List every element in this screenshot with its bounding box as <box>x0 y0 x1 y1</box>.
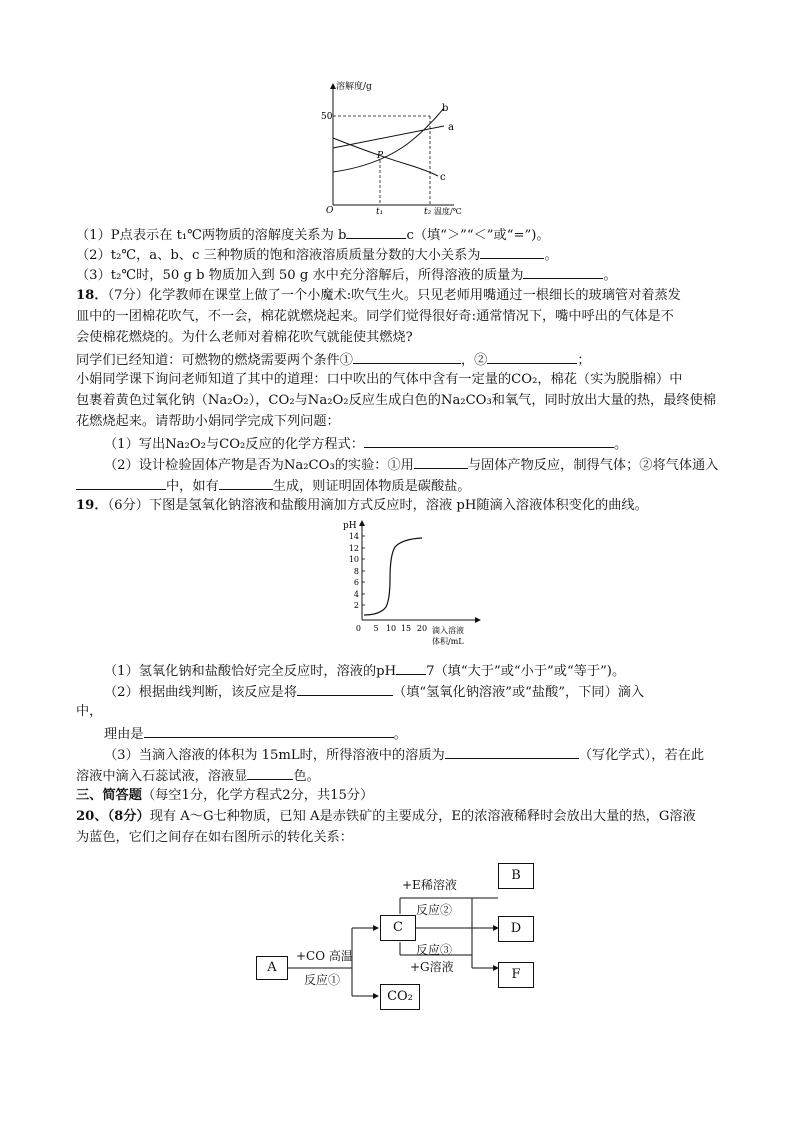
curve-b <box>333 108 444 172</box>
label-a: a <box>448 122 454 133</box>
q18-line-5: 小娟同学课下询问老师知道了其中的道理：口中吹出的气体中含有一定量的CO₂，棉花（实为脱脂棉）中 <box>76 372 683 387</box>
x-tick-10: 10 <box>385 624 397 633</box>
q17-blank-2[interactable] <box>480 246 544 259</box>
q18-heading: 18．（7分）化学教师在课堂上做了一个小魔术:吹气生火。只见老师用嘴通过一根细长的玻璃管对着蒸发 <box>76 288 681 303</box>
y-tick-8: 8 <box>353 567 359 576</box>
q17-line-1: （1）P点表示在 t₁℃两物质的溶解度关系为 b c（填“＞”“＜”或“=”)。 <box>76 228 550 243</box>
q18-line-3: 会使棉花燃烧的。为什么老师对着棉花吹气就能使其燃烧? <box>76 330 413 345</box>
q19-blank-color[interactable] <box>247 767 293 780</box>
y-tick-12: 12 <box>348 544 359 553</box>
tick-50: 50 <box>321 112 333 122</box>
x-tick-0: 0 <box>355 624 361 633</box>
ph-x-label-1: 滴入溶液 <box>432 626 464 635</box>
y-tick-10: 10 <box>348 555 359 564</box>
label-b: b <box>442 103 449 114</box>
reaction-diagram <box>250 858 550 1023</box>
q18-blank-solution[interactable] <box>76 477 166 490</box>
box-b: B <box>498 863 534 889</box>
ph-x-label-2: 体积/mL <box>432 637 464 646</box>
cond3-bottom: +G溶液 <box>410 960 454 974</box>
q18-blank-cond1[interactable] <box>353 351 461 364</box>
y-tick-2: 2 <box>353 601 359 610</box>
box-co2: CO₂ <box>380 984 420 1010</box>
q17-line-2: （2）t₂℃，a、b、c 三种物质的饱和溶液溶质质量分数的大小关系为 。 <box>76 248 558 263</box>
y-tick-14: 14 <box>348 532 359 541</box>
q20-heading: 20、（8分）现有 A～G七种物质，已知 A是赤铁矿的主要成分，E的浓溶液稀释时会放出大量的热，G溶液 <box>76 809 696 824</box>
box-f: F <box>498 962 534 988</box>
ph-y-ticks <box>349 532 361 633</box>
cond2-bottom: 反应② <box>416 903 453 917</box>
q19-part-1: （1）氢氧化钠和盐酸恰好完全反应时，溶液的pH 7（填“大于”或“小于”或“等于”)。 <box>104 664 626 679</box>
q18-part-2: （2）设计检验固体产物是否为Na₂CO₃的实验：①用 与固体产物反应，制得气体；②将气体通入 <box>104 458 719 473</box>
y-tick-6: 6 <box>353 578 359 587</box>
label-t1: t₁ <box>376 207 384 217</box>
q18-line-6: 包裹着黄色过氧化钠（Na₂O₂），CO₂与Na₂O₂反应生成白色的Na₂CO₃和氧气，同时放出大量的热，最终使棉 <box>76 393 716 408</box>
q19-blank-solute[interactable] <box>445 746 579 759</box>
cond1-top: +CO 高温 <box>296 949 353 963</box>
y-axis-label: 溶解度/g <box>336 82 372 92</box>
x-tick-20: 20 <box>416 624 428 633</box>
q18-conditions: 同学们已经知道：可燃物的燃烧需要两个条件① ，② ； <box>76 353 591 368</box>
q17-line-3: （3）t₂℃时，50 g b 物质加入到 50 g 水中充分溶解后，所得溶液的质量为 。 <box>76 268 617 283</box>
q18-part-2-cont: 中，如有 生成，则证明固体物质是碳酸盐。 <box>76 477 471 495</box>
x-tick-15: 15 <box>400 624 412 633</box>
q18-line-7: 花燃烧起来。请帮助小娟同学完成下列问题： <box>76 414 340 429</box>
x-axis-label: 温度/℃ <box>434 207 462 216</box>
q18-line-2: 皿中的一团棉花吹气，不一会，棉花就燃烧起来。同学们觉得很好奇:通常情况下，嘴中呼出的气体是不 <box>76 309 674 324</box>
ph-x-ticks <box>373 624 427 633</box>
label-c: c <box>440 172 446 183</box>
q19-part-2-cont: 中， <box>76 704 103 719</box>
x-tick-5: 5 <box>373 624 379 633</box>
curve-c <box>333 138 438 176</box>
q19-blank-added[interactable] <box>297 683 393 696</box>
origin-label: O <box>326 206 334 216</box>
q19-part-3: （3）当滴入溶液的体积为 15mL时，所得溶液中的溶质为 （写化学式），若在此 <box>104 748 705 763</box>
solubility-graph <box>316 80 462 220</box>
q18-blank-reagent[interactable] <box>414 456 468 469</box>
q18-part-1: （1）写出Na₂O₂与CO₂反应的化学方程式： 。 <box>104 437 628 452</box>
ph-y-label: pH <box>343 521 357 531</box>
q18-blank-product[interactable] <box>219 477 273 490</box>
q17-blank-3[interactable] <box>523 266 603 279</box>
label-p: P <box>377 151 384 161</box>
cond3-top: 反应③ <box>416 943 453 957</box>
label-t2: t₂ <box>424 207 432 217</box>
q19-blank-reason[interactable] <box>144 725 394 738</box>
ph-curve <box>364 538 422 615</box>
q19-part-2: （2）根据曲线判断，该反应是将 （填“氢氧化钠溶液”或“盐酸”，下同）滴入 <box>104 685 645 700</box>
q18-blank-cond2[interactable] <box>487 351 577 364</box>
q19-blank-ph[interactable] <box>396 662 426 675</box>
q19-part-3-cont: 溶液中滴入石蕊试液，溶液显 色。 <box>76 769 320 784</box>
q18-blank-equation[interactable] <box>364 435 614 448</box>
box-d: D <box>498 916 534 942</box>
ph-graph <box>340 519 480 653</box>
cond1-bottom: 反应① <box>304 973 341 987</box>
q19-heading: 19．（6分）下图是氢氧化钠溶液和盐酸用滴加方式反应时，溶液 pH随滴入溶液体积变化的曲线。 <box>76 498 648 513</box>
box-c: C <box>380 915 416 941</box>
q19-reason: 理由是 。 <box>104 727 407 742</box>
q20-line-2: 为蓝色，它们之间存在如右图所示的转化关系： <box>76 830 353 845</box>
y-tick-4: 4 <box>353 590 359 599</box>
q17-blank-1[interactable] <box>346 226 406 239</box>
cond2-top: +E稀溶液 <box>402 878 457 892</box>
section-3-heading: 三、简答题（每空1分，化学方程式2分，共15分） <box>76 788 374 803</box>
box-a: A <box>256 956 288 980</box>
